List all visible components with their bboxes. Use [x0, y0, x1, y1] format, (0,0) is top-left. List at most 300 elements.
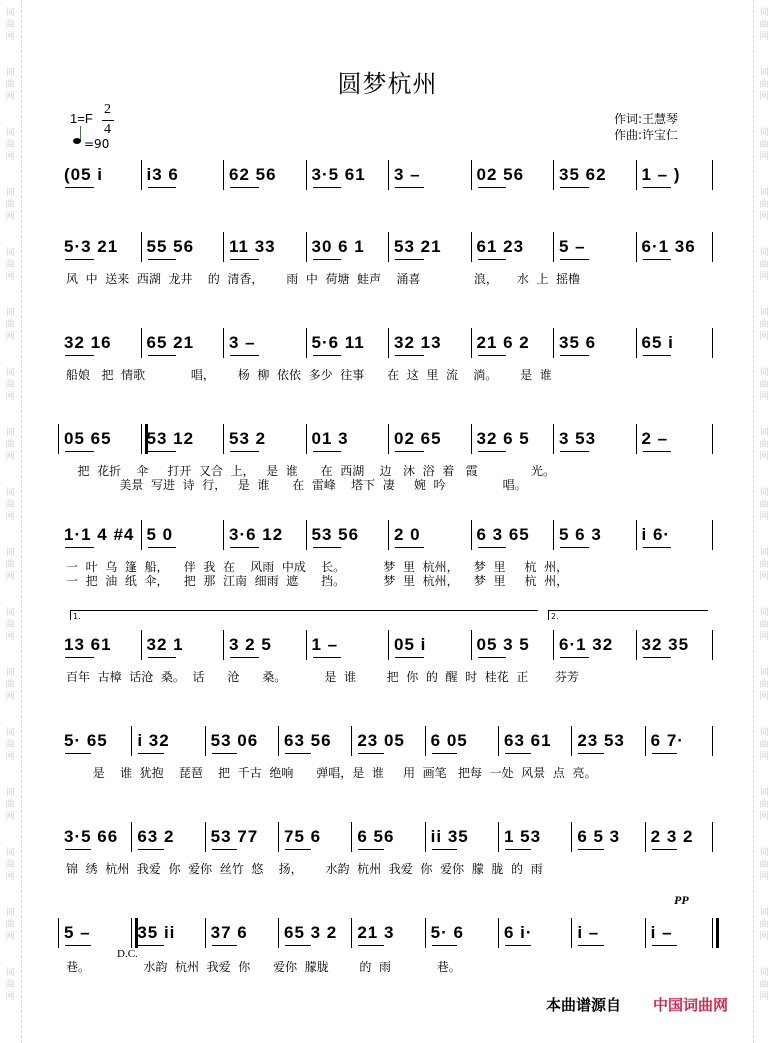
watermark-glyph: 曲 — [5, 380, 15, 390]
beam-underline — [643, 547, 672, 548]
bar-line — [712, 160, 713, 190]
measure-notes: 11 33 — [229, 237, 276, 256]
watermark-glyph: 网 — [5, 512, 15, 522]
measure-notes: 6·1 32 — [559, 635, 614, 654]
beam-underline — [643, 355, 672, 356]
watermark-glyph: 词 — [5, 968, 15, 978]
bar-line — [388, 630, 389, 660]
beam-underline — [65, 187, 94, 188]
measure-notes: 3 2 5 — [229, 635, 272, 654]
beam-underline — [560, 451, 589, 452]
watermark-glyph: 词 — [5, 188, 15, 198]
notation-row — [58, 232, 718, 262]
measure-notes: 53 2 — [229, 429, 267, 448]
watermark-glyph: 词 — [5, 368, 15, 378]
measure-notes: 1 – — [311, 635, 339, 654]
measure-notes: 21 6 2 — [476, 333, 530, 352]
site-name-link[interactable]: 中国词曲网 — [653, 996, 729, 1014]
bar-line — [712, 328, 713, 358]
page-title: 圆梦杭州 — [337, 70, 438, 98]
beam-underline — [652, 753, 678, 754]
bar-line — [553, 328, 554, 358]
measure-notes: 32 1 — [146, 635, 184, 654]
beam-underline — [478, 355, 507, 356]
bar-line — [141, 520, 142, 550]
watermark-glyph: 词 — [5, 248, 15, 258]
measure-notes: i – — [577, 923, 600, 942]
measure-notes: 5· 65 — [64, 731, 108, 750]
measure-notes: i – — [650, 923, 673, 942]
measure-notes: 2 0 — [394, 525, 421, 544]
bar-line — [425, 822, 426, 852]
watermark-glyph: 网 — [759, 632, 769, 642]
watermark-glyph: 曲 — [759, 80, 769, 90]
watermark-glyph: 曲 — [759, 740, 769, 750]
measure-notes: 23 05 — [357, 731, 405, 750]
beam-underline — [65, 355, 94, 356]
measure-notes: 32 35 — [641, 635, 690, 654]
measure-notes: i 6· — [641, 525, 671, 544]
watermark-glyph: 词 — [759, 368, 769, 378]
measure-notes: 13 61 — [64, 635, 112, 654]
watermark-glyph: 曲 — [5, 140, 15, 150]
measure-notes: 63 61 — [504, 731, 552, 750]
watermark-glyph: 网 — [759, 32, 769, 42]
watermark-glyph: 网 — [5, 392, 15, 402]
watermark-glyph: 词 — [759, 248, 769, 258]
beam-underline — [65, 657, 94, 658]
watermark-glyph: 曲 — [5, 320, 15, 330]
beam-underline — [478, 657, 507, 658]
watermark-glyph: 网 — [759, 152, 769, 162]
bar-line — [645, 822, 646, 852]
beam-underline — [578, 945, 604, 946]
watermark-glyph: 曲 — [759, 560, 769, 570]
watermark-glyph: 词 — [759, 8, 769, 18]
notation-row — [58, 918, 718, 948]
watermark-glyph: 曲 — [5, 440, 15, 450]
bar-line — [636, 160, 637, 190]
watermark-glyph: 词 — [5, 908, 15, 918]
watermark-glyph: 曲 — [5, 500, 15, 510]
beam-underline — [65, 849, 91, 850]
watermark-glyph: 词 — [759, 308, 769, 318]
measure-notes: 05 3 5 — [476, 635, 530, 654]
beam-underline — [395, 451, 424, 452]
beam-underline — [505, 945, 531, 946]
beam-underline — [505, 849, 531, 850]
watermark-glyph: 曲 — [5, 20, 15, 30]
watermark-glyph: 网 — [759, 452, 769, 462]
beam-underline — [230, 187, 259, 188]
watermark-glyph: 网 — [759, 512, 769, 522]
bar-line — [131, 726, 132, 756]
bar-line — [223, 424, 224, 454]
measure-notes: 32 13 — [394, 333, 442, 352]
measure-notes: 35 62 — [559, 165, 607, 184]
beam-underline — [478, 187, 507, 188]
watermark-glyph: 词 — [5, 128, 15, 138]
bar-line — [571, 822, 572, 852]
watermark-glyph: 曲 — [5, 80, 15, 90]
left-watermark-strip — [0, 0, 22, 1043]
lyric-line-second-verse: 一 把 油 纸 伞， 把 那 江南 细雨 遮 挡。 梦 里 杭州， 梦 里 杭 州， — [66, 574, 569, 588]
beam-underline — [148, 547, 177, 548]
measure-notes: 6 56 — [357, 827, 395, 846]
notation-row — [58, 822, 718, 852]
watermark-glyph: 词 — [5, 728, 15, 738]
watermark-glyph: 网 — [759, 212, 769, 222]
beam-underline — [560, 657, 589, 658]
beam-underline — [643, 187, 672, 188]
bar-line — [306, 232, 307, 262]
beam-underline — [432, 849, 458, 850]
beam-underline — [285, 945, 311, 946]
measure-notes: 3·5 61 — [311, 165, 366, 184]
beam-underline — [148, 355, 177, 356]
watermark-glyph: 词 — [5, 548, 15, 558]
beam-underline — [230, 657, 259, 658]
source-label: 本曲谱源自 — [546, 996, 622, 1014]
bar-line — [471, 328, 472, 358]
lyric-line: 风 中 送来 西湖 龙井 的 清香， 雨 中 荷塘 蛙声 涌喜 浪， 水 上 摇橹 — [66, 272, 581, 286]
bar-line — [306, 424, 307, 454]
time-signature-top: 2 — [104, 102, 111, 117]
measure-notes: 3·5 66 — [64, 827, 119, 846]
bar-line — [205, 918, 206, 948]
bar-line — [131, 822, 132, 852]
beam-underline — [313, 187, 342, 188]
beam-underline — [432, 753, 458, 754]
beam-underline — [65, 451, 94, 452]
bar-line — [141, 328, 142, 358]
bar-line — [498, 918, 499, 948]
measure-notes: 3 53 — [559, 429, 597, 448]
watermark-glyph: 词 — [759, 548, 769, 558]
beam-underline — [313, 259, 342, 260]
measure-notes: 01 3 — [311, 429, 349, 448]
watermark-glyph: 曲 — [759, 260, 769, 270]
beam-underline — [505, 753, 531, 754]
bar-line — [636, 630, 637, 660]
lyric-line: 巷。 水韵 杭州 我爱 你 爱你 朦胧 的 雨 巷。 — [66, 960, 461, 974]
measure-notes: 63 56 — [284, 731, 332, 750]
watermark-glyph: 词 — [5, 8, 15, 18]
bar-line — [388, 424, 389, 454]
measure-notes: 63 2 — [137, 827, 175, 846]
bar-line — [58, 424, 59, 454]
beam-underline — [230, 451, 259, 452]
bar-line — [58, 918, 59, 948]
bar-line — [141, 160, 142, 190]
measure-notes: 6 i· — [504, 923, 533, 942]
beam-underline — [65, 945, 91, 946]
watermark-glyph: 曲 — [759, 320, 769, 330]
watermark-glyph: 词 — [759, 128, 769, 138]
beam-underline — [395, 259, 424, 260]
watermark-glyph: 曲 — [759, 680, 769, 690]
beam-underline — [652, 849, 678, 850]
watermark-glyph: 网 — [759, 872, 769, 882]
measure-notes: 6 7· — [650, 731, 684, 750]
bar-line — [351, 918, 352, 948]
watermark-glyph: 词 — [759, 908, 769, 918]
bar-line — [351, 726, 352, 756]
beam-underline — [313, 547, 342, 548]
beam-underline — [578, 753, 604, 754]
watermark-glyph: 网 — [5, 152, 15, 162]
beam-underline — [395, 547, 424, 548]
bar-line — [306, 328, 307, 358]
watermark-glyph: 词 — [759, 728, 769, 738]
bar-line — [351, 822, 352, 852]
bar-line — [223, 520, 224, 550]
lyric-line-second-verse: 美景 写进 诗 行， 是 谁 在 雷峰 塔下 凄 婉 吟 唱。 — [66, 478, 527, 492]
bar-line — [636, 232, 637, 262]
beam-underline — [230, 355, 259, 356]
measure-notes: 65 3 2 — [284, 923, 338, 942]
bar-line — [712, 918, 713, 948]
watermark-glyph: 曲 — [759, 140, 769, 150]
watermark-glyph: 曲 — [759, 500, 769, 510]
beam-underline — [358, 945, 384, 946]
bar-line — [471, 520, 472, 550]
measure-notes: 61 23 — [476, 237, 525, 256]
watermark-glyph: 曲 — [5, 860, 15, 870]
bar-line — [306, 160, 307, 190]
bar-line — [425, 726, 426, 756]
watermark-glyph: 词 — [759, 968, 769, 978]
watermark-glyph: 曲 — [5, 920, 15, 930]
bar-line — [388, 520, 389, 550]
measure-notes: 32 6 5 — [476, 429, 530, 448]
watermark-glyph: 词 — [5, 848, 15, 858]
measure-notes: 5 – — [559, 237, 586, 256]
measure-notes: 62 56 — [229, 165, 277, 184]
watermark-glyph: 曲 — [759, 200, 769, 210]
tempo-marking: =90 — [84, 137, 110, 151]
measure-notes: 6 05 — [430, 731, 468, 750]
time-signature-bottom: 4 — [104, 122, 111, 137]
measure-notes: 6·1 36 — [641, 237, 696, 256]
bar-line — [712, 822, 713, 852]
watermark-glyph: 网 — [5, 752, 15, 762]
pianissimo-marking: PP — [674, 893, 689, 907]
measure-notes: 5 6 3 — [559, 525, 602, 544]
bar-line — [306, 520, 307, 550]
beam-underline — [138, 849, 164, 850]
beam-underline — [358, 753, 384, 754]
watermark-glyph: 网 — [5, 932, 15, 942]
watermark-glyph: 曲 — [759, 20, 769, 30]
bar-line — [553, 160, 554, 190]
measure-notes: 30 6 1 — [311, 237, 365, 256]
watermark-glyph: 网 — [759, 572, 769, 582]
measure-notes: 5· 6 — [430, 923, 464, 942]
beam-underline — [65, 547, 94, 548]
da-capo-marking: D.C. — [117, 948, 138, 960]
notation-row — [58, 520, 718, 550]
measure-notes: 2 – — [641, 429, 669, 448]
measure-notes: 32 16 — [64, 333, 112, 352]
watermark-glyph: 词 — [759, 428, 769, 438]
watermark-glyph: 网 — [5, 452, 15, 462]
watermark-glyph: 词 — [759, 488, 769, 498]
measure-notes: 65 21 — [146, 333, 195, 352]
bar-line — [278, 822, 279, 852]
beam-underline — [138, 753, 164, 754]
measure-notes: 5·6 11 — [311, 333, 365, 352]
watermark-glyph: 网 — [5, 32, 15, 42]
notation-row — [58, 424, 718, 454]
measure-notes: 53 12 — [146, 429, 195, 448]
measure-notes: 3 – — [229, 333, 256, 352]
beam-underline — [478, 259, 507, 260]
beam-underline — [148, 187, 177, 188]
composer-credit: 作曲:许宝仁 — [614, 128, 679, 142]
measure-notes: 1 53 — [504, 827, 542, 846]
beam-underline — [65, 753, 91, 754]
beam-underline — [212, 753, 238, 754]
quarter-note-icon — [73, 138, 81, 144]
beam-underline — [652, 945, 678, 946]
bar-line — [712, 726, 713, 756]
watermark-glyph: 词 — [5, 488, 15, 498]
measure-notes: 1 – ) — [641, 165, 681, 184]
bar-line — [636, 328, 637, 358]
watermark-glyph: 曲 — [5, 980, 15, 990]
measure-notes: 1·1 4 #4 — [64, 525, 135, 544]
measure-notes: 02 65 — [394, 429, 442, 448]
bar-line — [553, 520, 554, 550]
measure-notes: ii 35 — [430, 827, 469, 846]
watermark-glyph: 词 — [5, 68, 15, 78]
watermark-glyph: 词 — [5, 788, 15, 798]
watermark-glyph: 网 — [759, 752, 769, 762]
measure-notes: 2 3 2 — [650, 827, 694, 846]
bar-line — [712, 232, 713, 262]
time-signature-line — [102, 120, 114, 121]
watermark-glyph: 网 — [5, 272, 15, 282]
bar-line — [141, 630, 142, 660]
bar-line — [141, 424, 142, 454]
lyric-line: 船娘 把 情歌 唱， 杨 柳 依依 多少 往事 在 这 里 流 淌。 是 谁 — [66, 368, 552, 382]
beam-underline — [578, 849, 604, 850]
beam-underline — [285, 849, 311, 850]
measure-notes: 05 i — [394, 635, 427, 654]
measure-notes: i3 6 — [146, 165, 179, 184]
watermark-glyph: 曲 — [5, 260, 15, 270]
watermark-glyph: 曲 — [5, 560, 15, 570]
watermark-glyph: 词 — [759, 848, 769, 858]
bar-line — [388, 328, 389, 358]
bar-line — [131, 918, 132, 948]
notation-row — [58, 630, 718, 660]
beam-underline — [313, 657, 342, 658]
measure-notes: 05 65 — [64, 429, 112, 448]
watermark-glyph: 词 — [759, 668, 769, 678]
watermark-glyph: 网 — [759, 932, 769, 942]
watermark-glyph: 曲 — [5, 740, 15, 750]
beam-underline — [313, 355, 342, 356]
watermark-glyph: 网 — [5, 572, 15, 582]
first-ending-label: 1. — [73, 612, 81, 621]
measure-notes: 02 56 — [476, 165, 525, 184]
beam-underline — [643, 451, 672, 452]
lyric-line: 把 花折 伞 打开 又合 上， 是 谁 在 西湖 边 沐 浴 着 霞 光。 — [66, 464, 556, 478]
bar-line — [471, 160, 472, 190]
measure-notes: i 32 — [137, 731, 170, 750]
bar-line — [388, 160, 389, 190]
notation-row — [58, 328, 718, 358]
beam-underline — [395, 657, 424, 658]
beam-underline — [478, 451, 507, 452]
watermark-glyph: 网 — [5, 872, 15, 882]
bar-line — [645, 918, 646, 948]
watermark-glyph: 曲 — [759, 920, 769, 930]
beam-underline — [478, 547, 507, 548]
bar-line — [223, 232, 224, 262]
bar-line — [636, 424, 637, 454]
measure-notes: 35 6 — [559, 333, 597, 352]
right-watermark-strip — [753, 0, 775, 1043]
beam-underline — [313, 451, 342, 452]
measure-notes: 55 56 — [146, 237, 195, 256]
watermark-glyph: 网 — [759, 812, 769, 822]
bar-line — [498, 726, 499, 756]
beam-underline — [358, 849, 384, 850]
bar-line — [712, 520, 713, 550]
watermark-glyph: 曲 — [5, 620, 15, 630]
bar-line — [571, 726, 572, 756]
bar-line — [471, 424, 472, 454]
measure-notes: 6 3 65 — [476, 525, 530, 544]
watermark-glyph: 网 — [5, 632, 15, 642]
watermark-glyph: 网 — [759, 392, 769, 402]
watermark-glyph: 曲 — [5, 200, 15, 210]
watermark-glyph: 网 — [759, 332, 769, 342]
beam-underline — [643, 259, 672, 260]
beam-underline — [643, 657, 672, 658]
bar-line — [571, 918, 572, 948]
measure-notes: 53 21 — [394, 237, 442, 256]
beam-underline — [560, 547, 589, 548]
bar-line — [278, 918, 279, 948]
lyric-line: 是 谁 犹抱 琵琶 把 千古 绝响 弹唱，是 谁 用 画笔 把每 一处 风景 点 亮。 — [66, 766, 597, 780]
beam-underline — [138, 945, 164, 946]
beam-underline — [285, 753, 311, 754]
watermark-glyph: 网 — [5, 812, 15, 822]
watermark-glyph: 词 — [759, 788, 769, 798]
second-ending-label: 2. — [551, 612, 559, 621]
watermark-glyph: 曲 — [759, 380, 769, 390]
beam-underline — [148, 259, 177, 260]
second-ending-bracket — [548, 610, 708, 620]
bar-line — [636, 520, 637, 550]
bar-line — [645, 726, 646, 756]
bar-line — [553, 630, 554, 660]
beam-underline — [212, 849, 238, 850]
watermark-glyph: 曲 — [759, 980, 769, 990]
first-ending-bracket — [70, 610, 538, 620]
measure-notes: 6 5 3 — [577, 827, 621, 846]
measure-notes: 21 3 — [357, 923, 395, 942]
watermark-glyph: 曲 — [759, 440, 769, 450]
measure-notes: 3 – — [394, 165, 421, 184]
lyric-line: 百年 古樟 话沧 桑。 话 沧 桑。 是 谁 把 你 的 醒 时 桂花 正 芬芳 — [66, 670, 580, 684]
measure-notes: (05 i — [64, 165, 104, 184]
notation-row — [58, 160, 718, 190]
